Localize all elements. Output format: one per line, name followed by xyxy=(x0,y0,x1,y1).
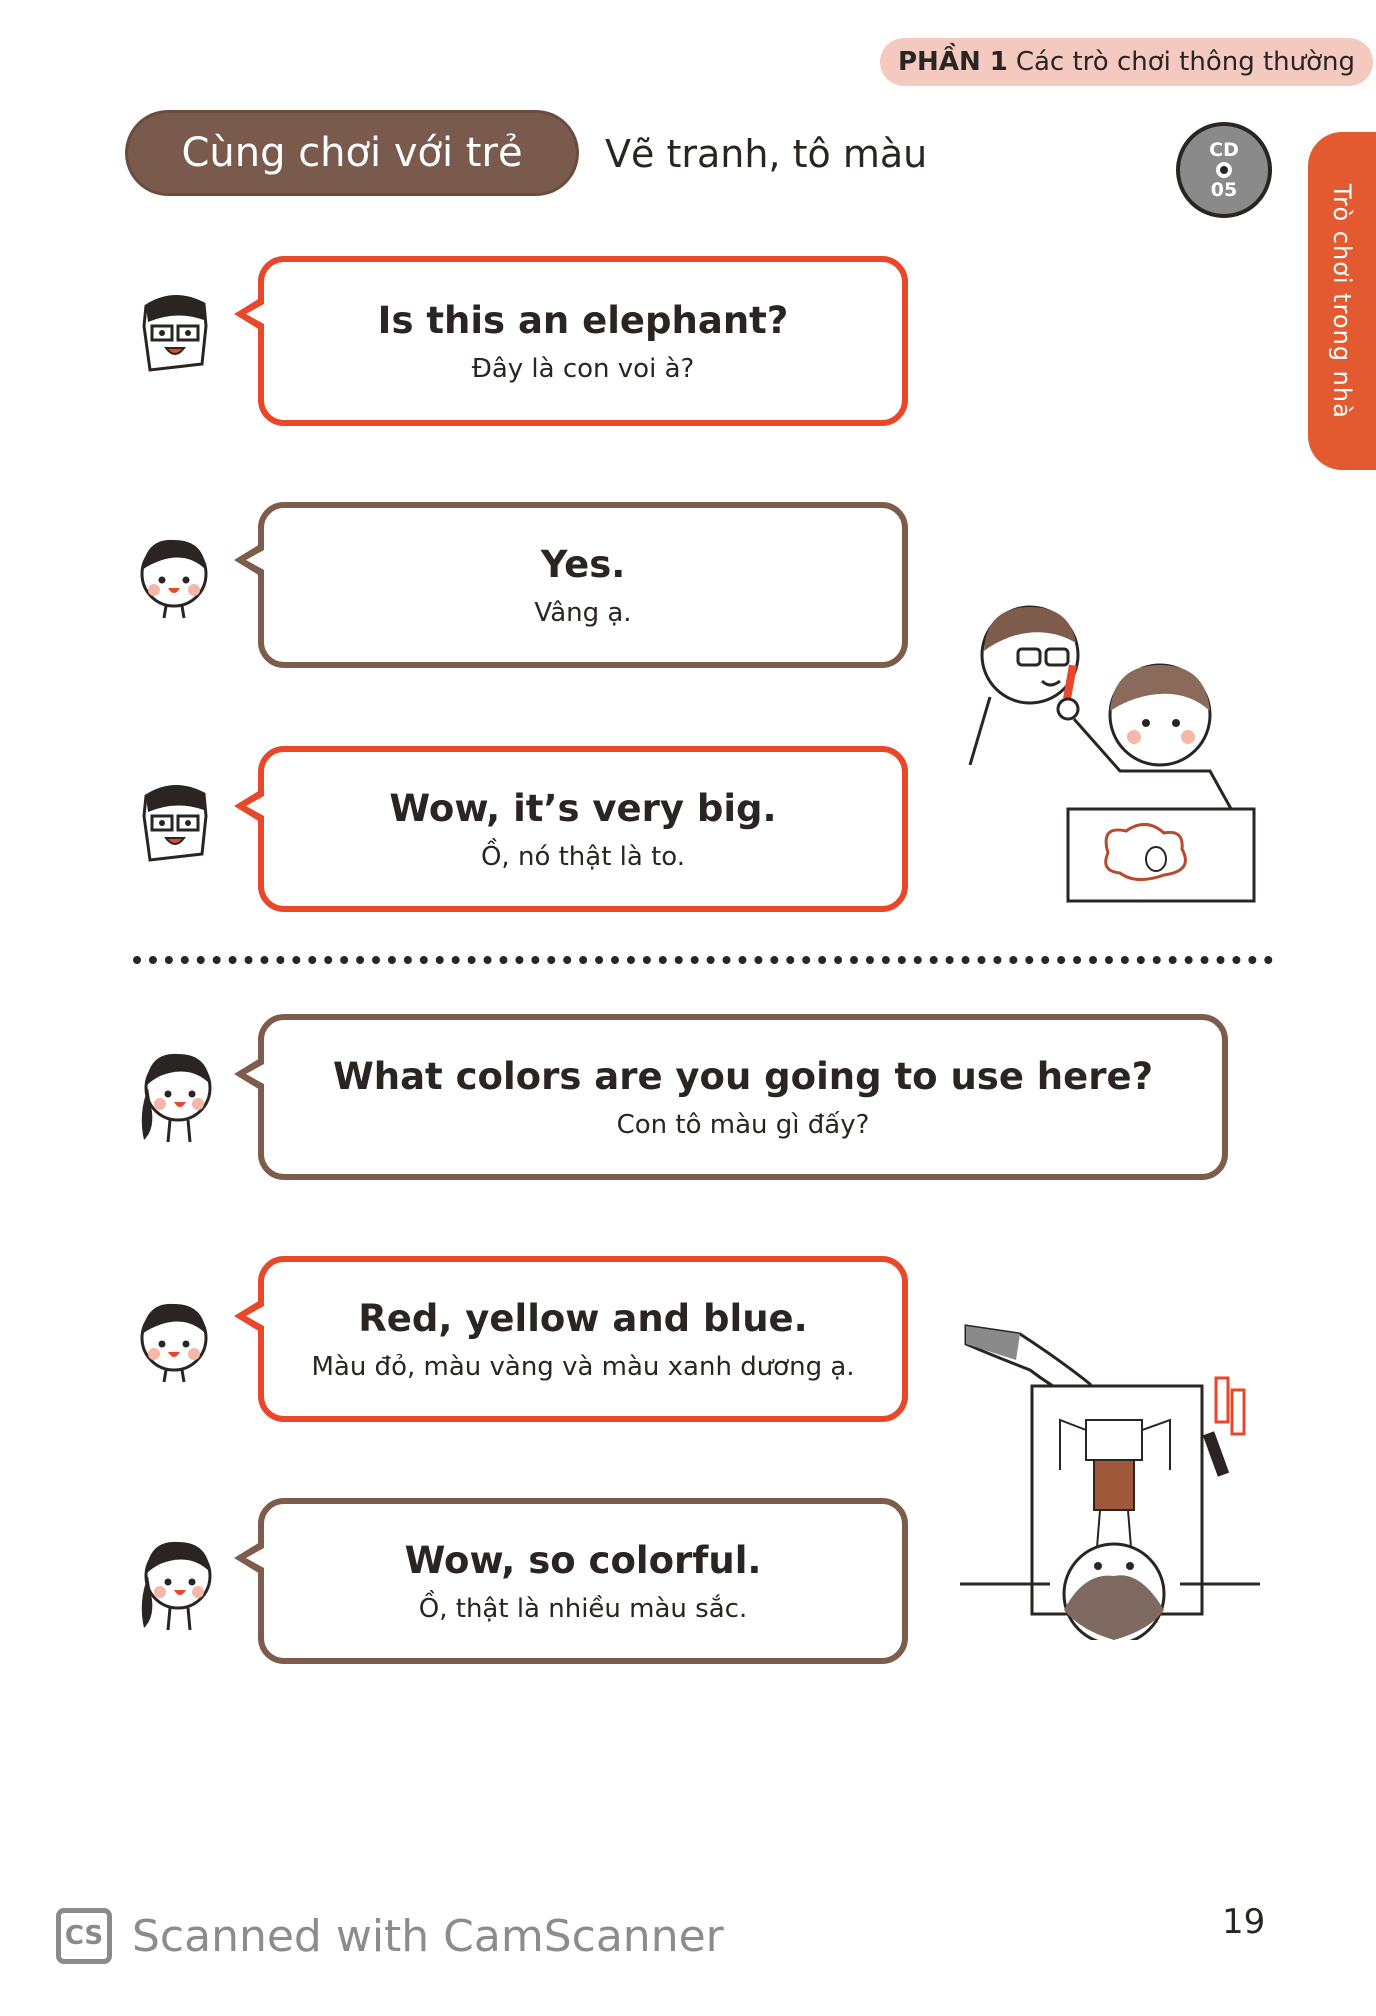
part-title: Các trò chơi thông thường xyxy=(1015,47,1356,77)
dialogue-bubble-4 xyxy=(258,1014,1228,1180)
camscanner-logo-icon: CS xyxy=(56,1908,112,1964)
child-face-icon xyxy=(136,530,214,622)
dialogue-bubble-2 xyxy=(258,502,908,668)
bubble-tail-inner xyxy=(246,1548,264,1568)
dialogue-vi: Ồ, nó thật là to. xyxy=(480,841,686,872)
dialogue-en: Red, yellow and blue. xyxy=(358,1296,808,1340)
dialogue-en: Wow, it’s very big. xyxy=(389,786,777,830)
dialogue-vi: Màu đỏ, màu vàng và màu xanh dương ạ. xyxy=(311,1351,855,1382)
part-label: PHẦN 1 xyxy=(898,47,1008,77)
watermark-text: Scanned with CamScanner xyxy=(132,1910,724,1962)
mother-face-icon xyxy=(136,1530,218,1634)
page-number: 19 xyxy=(1222,1902,1266,1942)
dialogue-vi: Con tô màu gì đấy? xyxy=(616,1109,870,1140)
dialogue-bubble-1 xyxy=(258,256,908,426)
father-face-icon xyxy=(136,776,214,868)
side-tab-label: Trò chơi trong nhà xyxy=(1328,183,1356,419)
dialogue-en: Is this an elephant? xyxy=(377,298,789,342)
bubble-tail-inner xyxy=(246,1306,264,1326)
bubble-tail-inner xyxy=(246,1064,264,1084)
father-face-icon xyxy=(136,286,214,378)
dialogue-bubble-5 xyxy=(258,1256,908,1422)
cd-badge xyxy=(1176,122,1272,218)
robot-drawing-illustration xyxy=(960,1320,1270,1640)
section-title: Vẽ tranh, tô màu xyxy=(605,132,928,176)
dialogue-bubble-6 xyxy=(258,1498,908,1664)
dialogue-bubble-3 xyxy=(258,746,908,912)
cd-label: CD xyxy=(1209,139,1239,161)
part-chip xyxy=(880,38,1373,86)
dialogue-vi: Ồ, thật là nhiều màu sắc. xyxy=(418,1593,748,1624)
dialogue-vi: Đây là con voi à? xyxy=(471,353,695,384)
dotted-divider xyxy=(133,956,1273,964)
camscanner-watermark xyxy=(56,1908,724,1964)
cd-track: 05 xyxy=(1210,179,1238,201)
cd-icon xyxy=(1216,162,1232,178)
bubble-tail-inner xyxy=(246,304,264,324)
mother-face-icon xyxy=(136,1042,218,1146)
dialogue-en: What colors are you going to use here? xyxy=(332,1054,1154,1098)
side-tab xyxy=(1308,132,1376,470)
dialogue-vi: Vâng ạ. xyxy=(534,597,632,628)
dialogue-en: Wow, so colorful. xyxy=(404,1538,762,1582)
child-face-icon xyxy=(136,1294,214,1386)
dialogue-en: Yes. xyxy=(540,542,626,586)
bubble-tail-inner xyxy=(246,796,264,816)
father-child-drawing-illustration xyxy=(950,585,1270,905)
bubble-tail-inner xyxy=(246,550,264,570)
section-pill: Cùng chơi với trẻ xyxy=(128,113,576,193)
